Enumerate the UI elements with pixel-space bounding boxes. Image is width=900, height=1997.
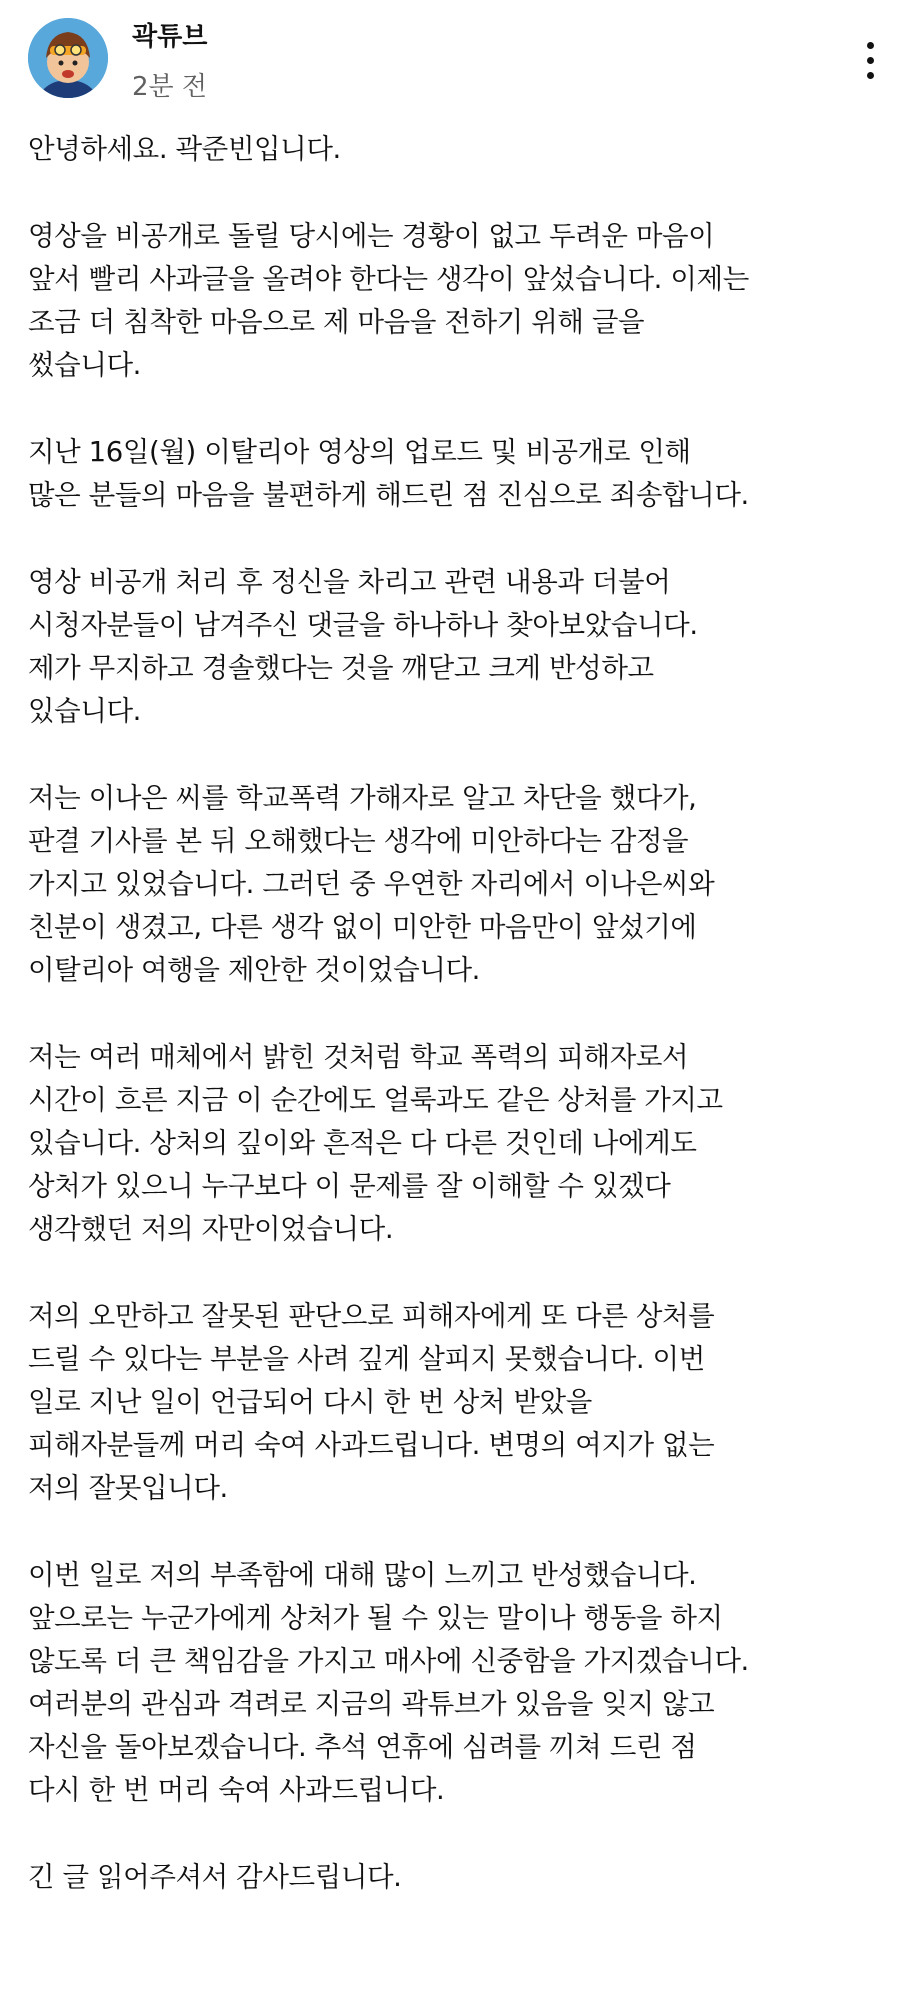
- post-timestamp: 2분 전: [132, 72, 208, 102]
- post-paragraph: [28, 1295, 888, 1510]
- post-paragraph: [28, 561, 888, 733]
- post-paragraph: [28, 1554, 888, 1812]
- post-text-line: 자신을 돌아보겠습니다. 추석 연휴에 심려를 끼쳐 드린 점: [28, 1731, 697, 1763]
- post-paragraph: [28, 128, 888, 171]
- post-text-line: 앞서 빨리 사과글을 올려야 한다는 생각이 앞섰습니다. 이제는: [28, 263, 749, 295]
- post-text-line: 이번 일로 저의 부족함에 대해 많이 느끼고 반성했습니다.: [28, 1559, 697, 1591]
- post-text-line: 드릴 수 있다는 부분을 사려 깊게 살피지 못했습니다. 이번: [28, 1343, 705, 1375]
- menu-dot: [867, 42, 874, 49]
- post-text-line: 친분이 생겼고, 다른 생각 없이 미안한 마음만이 앞섰기에: [28, 911, 697, 943]
- post-body: [28, 128, 888, 1899]
- channel-name[interactable]: 곽튜브: [132, 22, 208, 52]
- post-text-line: 있습니다. 상처의 깊이와 흔적은 다 다른 것인데 나에게도: [28, 1127, 697, 1159]
- post-text-line: 지난 16일(월) 이탈리아 영상의 업로드 및 비공개로 인해: [28, 436, 691, 468]
- post-text-line: 제가 무지하고 경솔했다는 것을 깨닫고 크게 반성하고: [28, 652, 654, 684]
- post-paragraph: [28, 1036, 888, 1251]
- post-text-line: 시간이 흐른 지금 이 순간에도 얼룩과도 같은 상처를 가지고: [28, 1084, 723, 1116]
- more-vertical-icon[interactable]: [850, 30, 890, 90]
- post-text-line: 영상을 비공개로 돌릴 당시에는 경황이 없고 두려운 마음이: [28, 220, 715, 252]
- post-paragraph: [28, 215, 888, 387]
- post-text-line: 있습니다.: [28, 695, 142, 727]
- post-text-line: 여러분의 관심과 격려로 지금의 곽튜브가 있음을 잊지 않고: [28, 1688, 715, 1720]
- post-text-line: 다시 한 번 머리 숙여 사과드립니다.: [28, 1774, 445, 1806]
- post-text-line: 저의 오만하고 잘못된 판단으로 피해자에게 또 다른 상처를: [28, 1300, 715, 1332]
- post-text-line: 가지고 있었습니다. 그러던 중 우연한 자리에서 이나은씨와: [28, 868, 715, 900]
- post-text-line: 피해자분들께 머리 숙여 사과드립니다. 변명의 여지가 없는: [28, 1429, 715, 1461]
- menu-dot: [867, 57, 874, 64]
- post-paragraph: [28, 777, 888, 992]
- post-text-line: 앞으로는 누군가에게 상처가 될 수 있는 말이나 행동을 하지: [28, 1602, 723, 1634]
- post-text-line: 판결 기사를 본 뒤 오해했다는 생각에 미안하다는 감정을: [28, 825, 689, 857]
- post-text-line: 생각했던 저의 자만이었습니다.: [28, 1213, 394, 1245]
- post-text-line: 많은 분들의 마음을 불편하게 해드린 점 진심으로 죄송합니다.: [28, 479, 749, 511]
- post-paragraph: [28, 431, 888, 517]
- post-text-line: 썼습니다.: [28, 349, 142, 381]
- post-text-line: 상처가 있으니 누구보다 이 문제를 잘 이해할 수 있겠다: [28, 1170, 671, 1202]
- post-text-line: 않도록 더 큰 책임감을 가지고 매사에 신중함을 가지겠습니다.: [28, 1645, 749, 1677]
- post-paragraph: [28, 1856, 888, 1899]
- post-text-line: 영상 비공개 처리 후 정신을 차리고 관련 내용과 더불어: [28, 566, 671, 598]
- post-text-line: 안녕하세요. 곽준빈입니다.: [28, 133, 341, 165]
- post-text-line: 시청자분들이 남겨주신 댓글을 하나하나 찾아보았습니다.: [28, 609, 698, 641]
- post-text-line: 이탈리아 여행을 제안한 것이었습니다.: [28, 954, 481, 986]
- post-text-line: 긴 글 읽어주셔서 감사드립니다.: [28, 1861, 402, 1893]
- post-text-line: 저는 이나은 씨를 학교폭력 가해자로 알고 차단을 했다가,: [28, 782, 697, 814]
- menu-dot: [867, 72, 874, 79]
- post-text-line: 일로 지난 일이 언급되어 다시 한 번 상처 받았을: [28, 1386, 592, 1418]
- post-header: [0, 0, 900, 120]
- post-text-line: 저는 여러 매체에서 밝힌 것처럼 학교 폭력의 피해자로서: [28, 1041, 689, 1073]
- post-text-line: 저의 잘못입니다.: [28, 1472, 228, 1504]
- post-text-line: 조금 더 침착한 마음으로 제 마음을 전하기 위해 글을: [28, 306, 645, 338]
- channel-avatar-icon[interactable]: [28, 18, 108, 98]
